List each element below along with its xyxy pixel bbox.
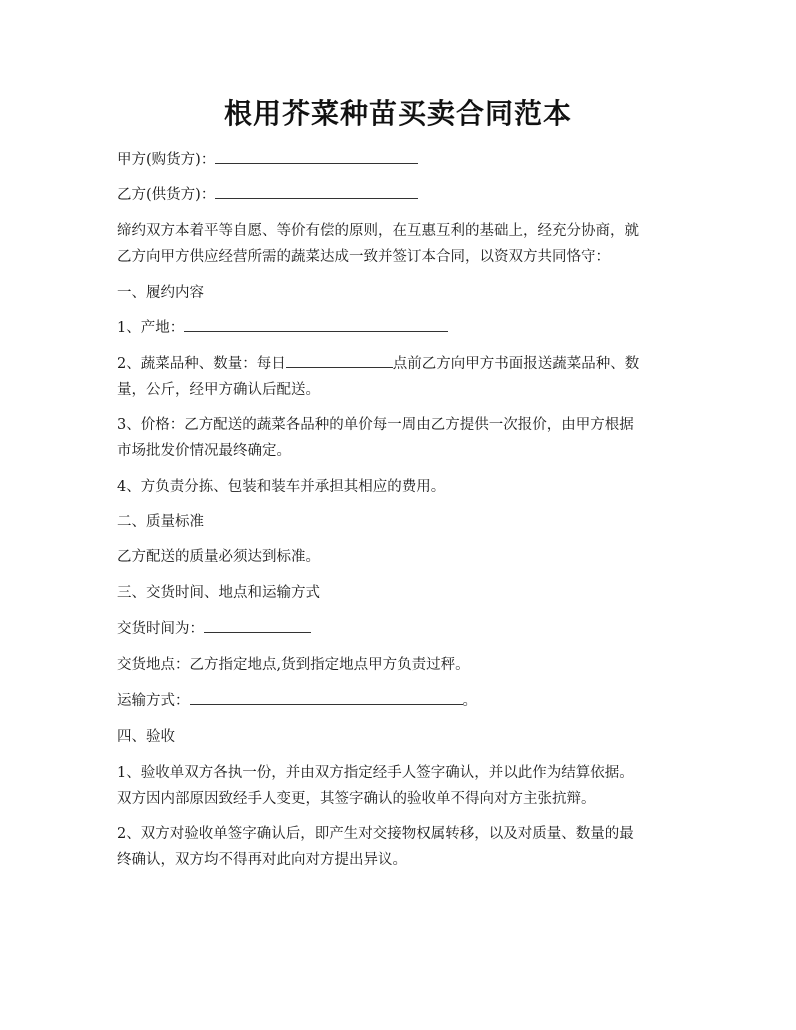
acceptance-item2-line-1: 2、双方对验收单签字确认后，即产生对交接物权属转移，以及对质量、数量的最	[117, 826, 634, 842]
delivery-time-line	[117, 616, 685, 643]
item-price-line-2: 市场批发价情况最终确定。	[117, 443, 291, 459]
transport-blank[interactable]	[190, 690, 463, 705]
section1-heading: 一、履约内容	[117, 285, 204, 301]
origin-blank[interactable]	[184, 317, 448, 332]
party-b-line	[117, 182, 685, 209]
intro-line-2: 乙方向甲方供应经营所需的蔬菜达成一致并签订本合同，以资双方共同恪守：	[117, 249, 610, 265]
variety-pre: 2、蔬菜品种、数量：每日	[117, 356, 286, 372]
item-variety-line-1	[117, 351, 685, 378]
party-b-label: 乙方(供货方)：	[117, 187, 216, 203]
section2-heading: 二、质量标准	[117, 514, 204, 530]
item-price-line-1: 3、价格：乙方配送的蔬菜各品种的单价每一周由乙方提供一次报价，由甲方根据	[117, 417, 634, 433]
section4-heading: 四、验收	[117, 729, 175, 745]
transport-end: 。	[462, 693, 477, 709]
quality-text: 乙方配送的质量必须达到标准。	[117, 549, 320, 565]
item-packing: 4、方负责分拣、包装和装车并承担其相应的费用。	[117, 479, 446, 495]
acceptance-item1-line-1: 1、验收单双方各执一份，并由双方指定经手人签字确认，并以此作为结算依据。	[117, 765, 634, 781]
intro-line-1: 缔约双方本着平等自愿、等价有偿的原则，在互惠互利的基础上，经充分协商，就	[117, 223, 639, 239]
origin-label: 1、产地：	[117, 320, 185, 336]
transport-label: 运输方式：	[117, 693, 190, 709]
variety-post: 点前乙方向甲方书面报送蔬菜品种、数	[392, 356, 640, 372]
party-a-blank[interactable]	[215, 149, 418, 164]
party-a-line	[117, 147, 685, 174]
item-variety-line-2: 量，公斤，经甲方确认后配送。	[117, 382, 320, 398]
delivery-time-blank[interactable]	[204, 618, 311, 633]
variety-time-blank[interactable]	[286, 353, 393, 368]
transport-line	[117, 688, 685, 715]
item-origin-line	[117, 315, 685, 342]
party-b-blank[interactable]	[215, 184, 418, 199]
delivery-time-label: 交货时间为：	[117, 621, 204, 637]
section3-heading: 三、交货时间、地点和运输方式	[117, 585, 320, 601]
acceptance-item1-line-2: 双方因内部原因致经手人变更，其签字确认的验收单不得向对方主张抗辩。	[117, 791, 596, 807]
party-a-label: 甲方(购货方)：	[117, 152, 216, 168]
delivery-place: 交货地点：乙方指定地点,货到指定地点甲方负责过秤。	[117, 657, 470, 673]
document-title: 根用芥菜种苗买卖合同范本	[223, 97, 572, 130]
acceptance-item2-line-2: 终确认，双方均不得再对此向对方提出异议。	[117, 852, 407, 868]
